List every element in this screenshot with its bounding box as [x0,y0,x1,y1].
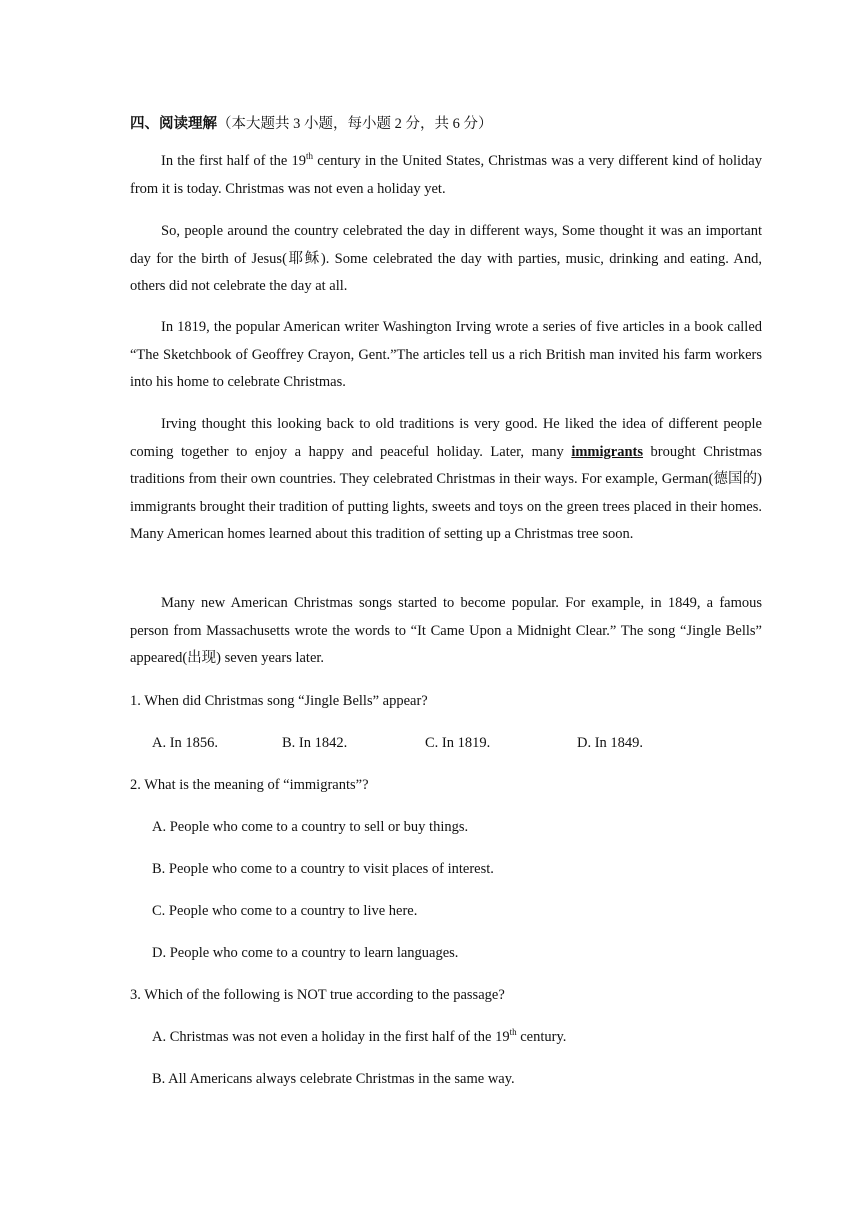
section-heading [130,112,493,133]
q2-option-b: B. People who come to a country to visit places of interest. [152,861,494,877]
section-title: 四、阅读理解 [130,116,217,132]
q3-option-a-superscript: th [509,1027,517,1038]
q2-option-d: D. People who come to a country to learn languages. [152,945,459,961]
passage-paragraph-5: Many new American Christmas songs started to become popular. For example, in 1849, a famous person from Massachusetts wrote the words to “It Came Upon a Midnight Clear.” The song “Jingle Bells” appeared(出现) seven years later. [130,595,762,666]
passage-paragraph-3: In 1819, the popular American writer Washington Irving wrote a series of five articles in a book called “The Sketchbook of Geoffrey Crayon, Gent.”The articles tell us a rich British man invited his farm workers into his home to celebrate Christmas. [130,319,762,390]
q3-option-b: B. All Americans always celebrate Christmas in the same way. [152,1071,515,1087]
passage-paragraph-4 [130,411,762,549]
q1-option-d: D. In 1849. [577,735,644,751]
q1-option-b: B. In 1842. [282,735,348,751]
passage-paragraph-1 [130,148,762,203]
p1-superscript: th [306,151,314,162]
p4-text-start: Irving thought this looking back to old traditions is very good. He liked the idea of different people coming together to enjoy a happy and peaceful holiday. Later, many [130,416,762,460]
p1-text-end: century in the United States, Christmas was a very different kind of holiday from it is today. Christmas was not even a holiday yet. [130,153,762,197]
passage-paragraph-2: So, people around the country celebrated the day in different ways, Some thought it was an important day for the birth of Jesus(耶稣). Some celebrated the day with parties, music, drinking and eating. And, others did not celebrate the day at all. [130,223,762,294]
question-1: 1. When did Christmas song “Jingle Bells” appear? [130,693,428,709]
section-note: （本大题共 3 小题，每小题 2 分，共 6 分） [217,116,493,132]
p4-text-end: brought Christmas traditions from their own countries. They celebrated Christmas in their ways. For example, German(德国的) immigrants brought their tradition of putting lights, sweets and toys on the green trees placed in their homes. Many American homes learned about this tradition of setting up a Christmas tree soon. [130,443,763,542]
q3-option-a-start: A. Christmas was not even a holiday in the first half of the 19 [152,1029,510,1045]
q3-option-a [152,1029,566,1046]
keyword-immigrants: immigrants [571,443,644,460]
q2-option-c: C. People who come to a country to live here. [152,903,418,919]
q3-option-a-end: century. [516,1029,567,1045]
question-2: 2. What is the meaning of “immigrants”? [130,777,369,793]
question-3: 3. Which of the following is NOT true according to the passage? [130,987,505,1003]
q1-option-c: C. In 1819. [425,735,491,751]
q1-option-a: A. In 1856. [152,735,219,751]
p1-text-start: In the first half of the 19 [161,153,307,169]
q2-option-a: A. People who come to a country to sell or buy things. [152,819,469,835]
